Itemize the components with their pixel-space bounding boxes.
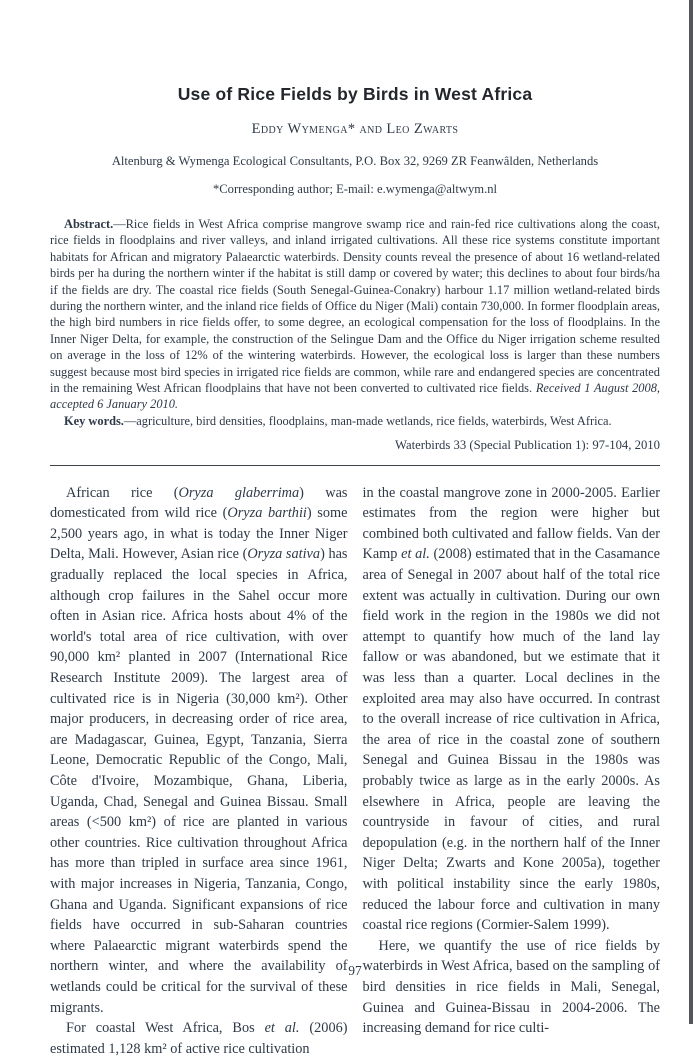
keywords-text: —agriculture, bird densities, floodplains, man-made wetlands, rice fields, waterbirds, West Africa. xyxy=(123,413,612,428)
header-divider-rule xyxy=(50,465,660,466)
body-paragraph: Here, we quantify the use of rice fields by waterbirds in West Africa, based on the sampling of bird densities in rice fields in Mali, Senegal, Guinea and Guinea-Bissau in 2004-2006. The increasing demand for rice culti- xyxy=(362,937,660,1037)
body-paragraph: African rice (Oryza glaberrima) was domesticated from wild rice (Oryza barthii) some 2,500 years ago, in what is today the Inner Niger Delta, Mali. However, Asian rice (Oryza sativa) has gradually replaced the local species in Africa, although crop failures in the Sahel occur more often in Asian rice. Africa hosts about 4% of the world's total area of rice cultivation, with over 90,000 km² planted in 2007 (International Rice Research Institute 2009). The largest area of cultivated rice is in Nigeria (30,000 km²). Other major producers, in decreasing order of rice area, are Madagascar, Guinea, Egypt, Tanzania, Sierra Leone, Democratic Republic of the Congo, Mali, Côte d'Ivoire, Mozambique, Ghana, Liberia, Uganda, Chad, Senegal and Guinea Bissau. Small areas (<500 km²) of rice are planted in various other countries. Rice cultivation throughout Africa has more than tripled in surface area since 1961, with major increases in Nigeria, Tanzania, Congo, Ghana and Uganda. Significant expansions of rice fields have occurred in sub-Saharan countries where Palaearctic migrant waterbirds spend the northern winter, and where the availability of wetlands could be critical for the survival of these migrants. xyxy=(50,484,348,1016)
journal-citation: Waterbirds 33 (Special Publication 1): 97-104, 2010 xyxy=(394,438,660,453)
page-title: Use of Rice Fields by Birds in West Africa xyxy=(177,84,533,104)
affiliation-line: Altenburg & Wymenga Ecological Consultants, P.O. Box 32, 9269 ZR Feanwâlden, Netherlands xyxy=(111,154,599,168)
keywords-paragraph xyxy=(50,413,660,429)
body-paragraph: For coastal West Africa, Bos et al. (2006) estimated 1,128 km² of active rice cultivation xyxy=(50,1020,348,1057)
abstract-section xyxy=(50,216,660,454)
page-number: 97 xyxy=(348,963,362,978)
keywords-label: Key words. xyxy=(64,413,124,428)
body-paragraph: in the coastal mangrove zone in 2000-2005. Earlier estimates from the region were higher but combined both cultivated and fallow fields. Van der Kamp et al. (2008) estimated that in the Casamance area of Senegal in 2007 about half of the total rice extent was actually in cultivation. During our own field work in the region in the 1980s we did not attempt to quantify how much of the land lay fallow or was abandoned, but we estimate that it was less than a quarter. Local declines in the exploited area may also have occurred. In contrast to the overall increase of rice cultivation in Africa, the area of rice in the coastal zone of southern Senegal and Guinea Bissau in the 1980s was probably twice as large as in the early 2000s. As elsewhere in Africa, people are leaving the countryside in favour of cities, and rural depopulation (e.g. in the northern half of the Inner Niger Delta; Zwarts and Kone 2005a), together with political instability since the early 1980s, reduced the labour force and cultivation in many coastal rice regions (Cormier-Salem 1999). xyxy=(362,484,660,934)
abstract-received-note: Received 1 August 2008, accepted 6 January 2010. xyxy=(50,381,660,412)
correspondence-line: *Corresponding author; E-mail: e.wymenga@altwym.nl xyxy=(212,182,498,196)
abstract-label: Abstract. xyxy=(64,217,114,231)
abstract-text: —Rice fields in West Africa comprise mangrove swamp rice and rain-fed rice cultivations along the coast, rice fields in floodplains and river valleys, and inland irrigated cultivations. All these rice systems constitute important habitats for African and migratory Palaearctic waterbirds. Density counts reveal the presence of about 16 wetland-related birds per ha during the northern winter if the habitat is still damp or covered by water; this declines to about four birds/ha if the fields are dry. The coastal rice fields (South Senegal-Guinea-Conakry) harbour 1.17 million wetland-related birds during the northern winter, and the inland rice fields of Office du Niger (Mali) contain 730,000. In former floodplain areas, the high bird numbers in rice fields offer, to some degree, an ecological compensation for the loss of floodplains. In the Inner Niger Delta, for example, the construction of the Selingue Dam and the Office du Niger irrigation scheme resulted on average in the loss of 12% of the wintering waterbirds. However, the ecological loss is larger than these numbers suggest because most bird species in irrigated rice fields are common, while rare and endangered species are concentrated in the remaining West African floodplains that have not been converted to cultivated rice fields. xyxy=(50,217,661,396)
scan-edge-shadow xyxy=(689,0,693,1024)
abstract-paragraph xyxy=(50,216,660,413)
authors-line: Eddy Wymenga* and Leo Zwarts xyxy=(251,121,459,137)
